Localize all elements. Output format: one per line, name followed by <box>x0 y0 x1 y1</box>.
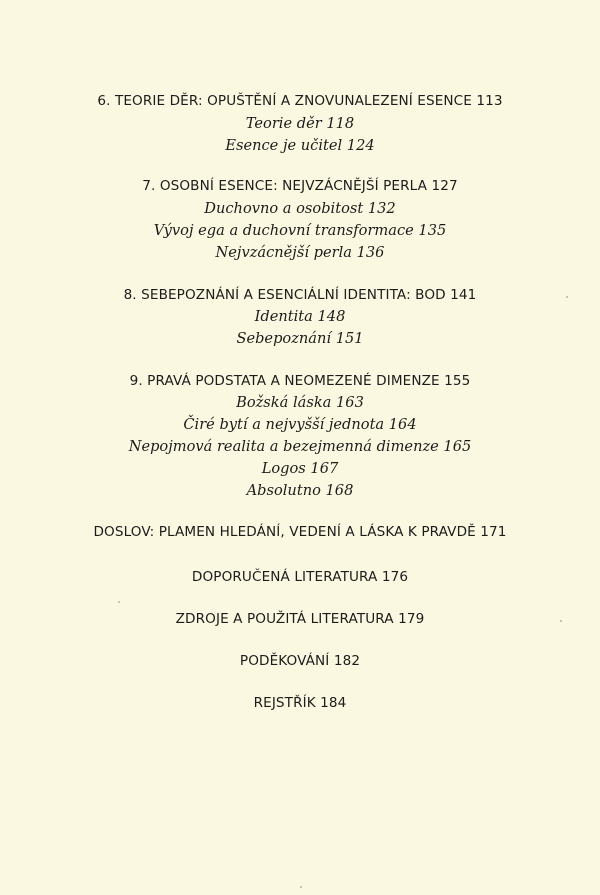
toc-subentry: Nejvzácnější perla 136 <box>215 244 385 261</box>
toc-subentry: Esence je učitel 124 <box>225 137 375 154</box>
toc-subentry: Logos 167 <box>261 460 339 477</box>
toc-backmatter-entry: DOSLOV: PLAMEN HLEDÁNÍ, VEDENÍ A LÁSKA K PRAVDĚ 171 <box>93 524 507 540</box>
toc-backmatter-entry: PODĚKOVÁNÍ 182 <box>239 653 361 669</box>
toc-subentry: Čiré bytí a nejvyšší jednota 164 <box>183 416 417 433</box>
toc-subentry: Sebepoznání 151 <box>236 330 364 347</box>
toc-backmatter-entry: REJSTŘÍK 184 <box>253 695 347 711</box>
toc-backmatter-entry: DOPORUČENÁ LITERATURA 176 <box>191 569 409 585</box>
toc-chapter-heading: 9. PRAVÁ PODSTATA A NEOMEZENÉ DIMENZE 155 <box>129 373 471 389</box>
toc-chapter-heading: 6. TEORIE DĚR: OPUŠTĚNÍ A ZNOVUNALEZENÍ ESENCE 113 <box>97 93 503 109</box>
toc-chapter-heading: 8. SEBEPOZNÁNÍ A ESENCIÁLNÍ IDENTITA: BOD 141 <box>123 287 477 303</box>
toc-subentry: Absolutno 168 <box>246 482 354 499</box>
toc-backmatter-entry: ZDROJE A POUŽITÁ LITERATURA 179 <box>175 611 425 627</box>
toc-subentry: Božská láska 163 <box>236 394 364 411</box>
toc-subentry: Vývoj ega a duchovní transformace 135 <box>153 222 447 239</box>
toc-chapter-heading: 7. OSOBNÍ ESENCE: NEJVZÁCNĚJŠÍ PERLA 127 <box>142 178 458 194</box>
toc-subentry: Duchovno a osobitost 132 <box>204 200 396 217</box>
paper-speck <box>566 296 568 298</box>
toc-subentry: Teorie děr 118 <box>245 115 355 132</box>
paper-speck <box>560 620 562 622</box>
toc-subentry: Nepojmová realita a bezejmenná dimenze 165 <box>128 438 472 455</box>
paper-speck <box>118 601 120 603</box>
paper-speck <box>300 886 302 888</box>
toc-subentry: Identita 148 <box>254 308 346 325</box>
